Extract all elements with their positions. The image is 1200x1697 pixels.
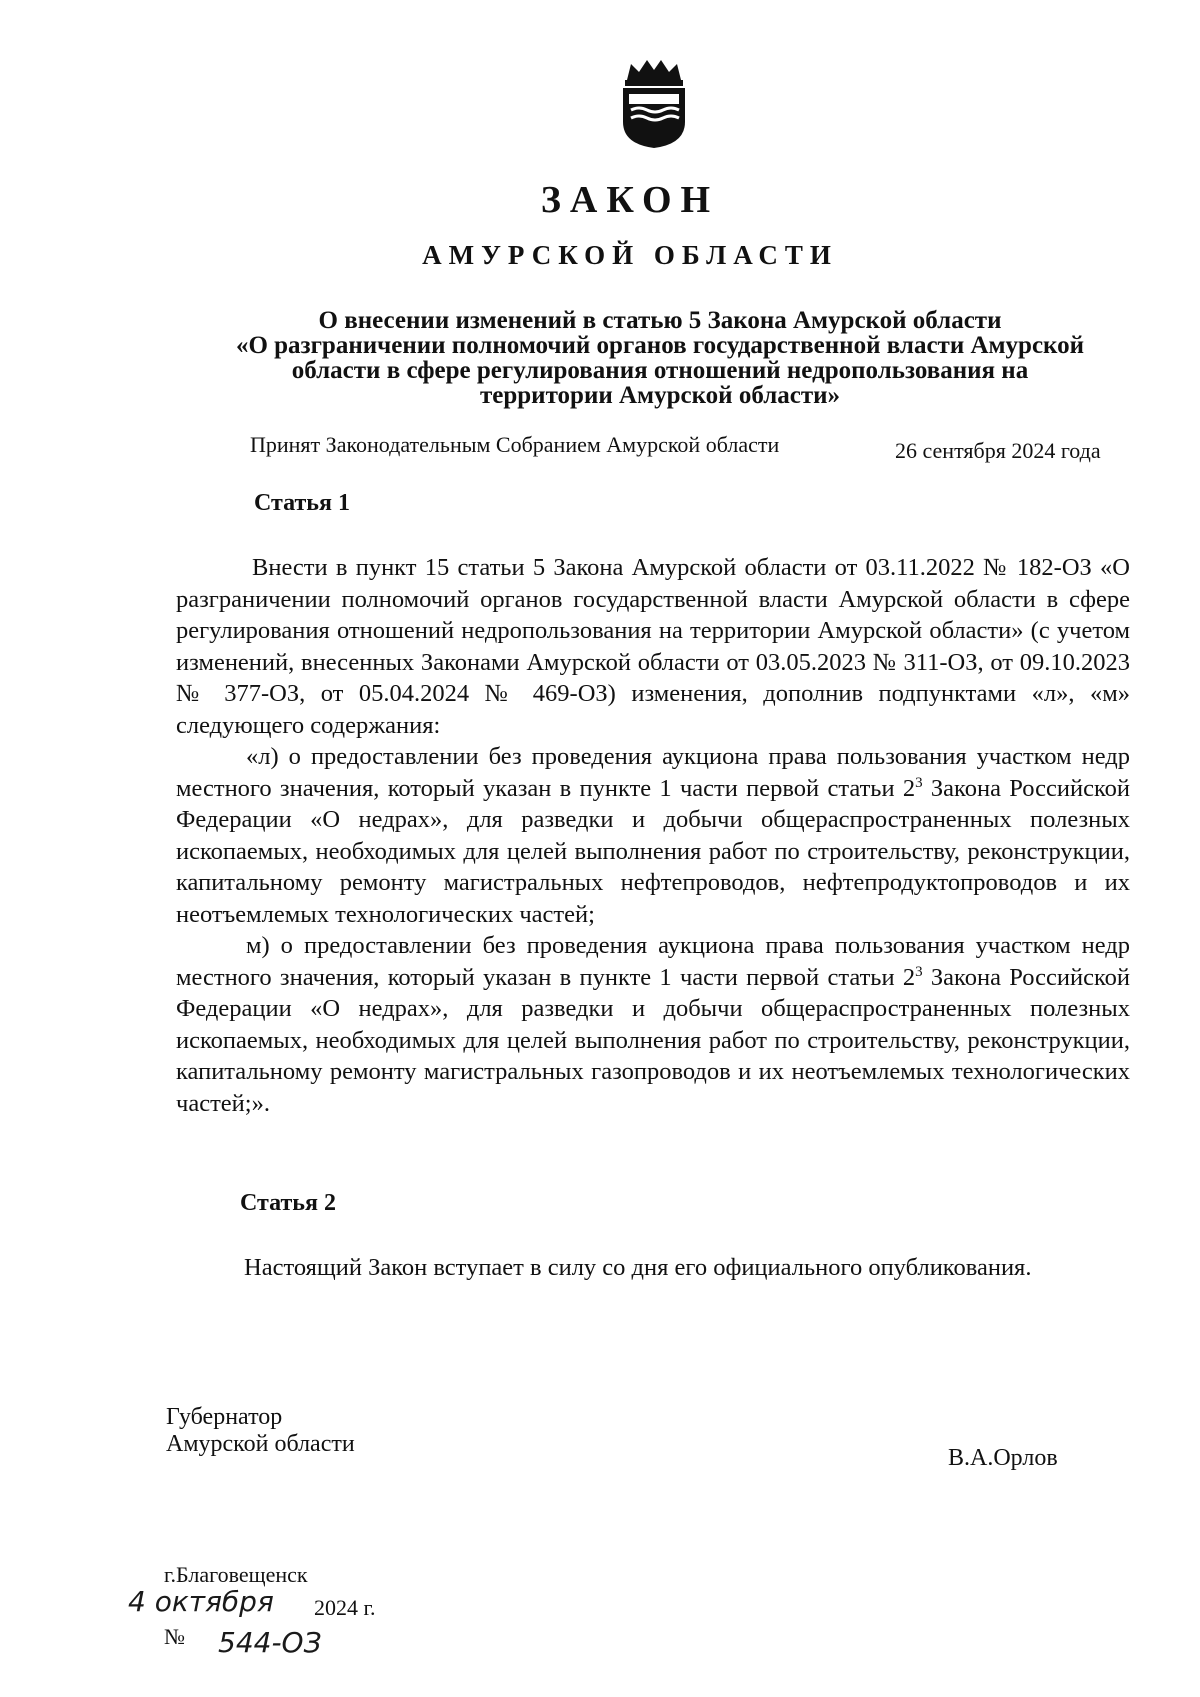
article-1-intro: Внести в пункт 15 статьи 5 Закона Амурской области от 03.11.2022 № 182-ОЗ «О разграничении полномочий органов государственной власти Амурской области в сфере регулирования отношений недропользования на территории Амурской области» (с учетом изменений, внесенных Законами Амурской области от 03.05.2023 № 311-ОЗ, от 09.10.2023 № 377-ОЗ, от 05.04.2024 № 469-ОЗ) изменения, дополнив подпунктами «л», «м» следующего содержания: [176,554,1130,739]
number-label: № [164,1624,185,1649]
heading-line: О внесении изменений в статью 5 Закона Амурской области [318,307,1002,334]
signature-position [166,1404,355,1458]
law-title: ЗАКОН [540,179,720,221]
article-1-title: Статья 1 [254,490,350,516]
year: 2024 г. [314,1595,376,1620]
city: г.Благовещенск [164,1562,308,1587]
article-2-title: Статья 2 [240,1190,336,1216]
handwritten-date: 4 октября [128,1585,274,1618]
item-l: «л) о предоставлении без проведения аукциона права пользования участком недр местного значения, который указан в пункте 1 части первой статьи $2^3$ Закона Российской Федерации «О недрах», для разведки и добычи общераспространенных полезных ископаемых, необходимых для целей выполнения работ по строительству, реконструкции, капитальному ремонту магистральных нефтепроводов, нефтепродуктопроводов и их неотъемлемых технологических частей; [176,743,1130,928]
handwritten-number: 544-ОЗ [218,1626,322,1659]
article-2-text: Настоящий Закон вступает в силу со дня его официального опубликования. [244,1254,1032,1281]
heading-line: «О разграничении полномочий органов государственной власти Амурской [235,332,1085,359]
adoption-text: Принят Законодательным Собранием Амурской области [250,432,780,457]
position-line: Амурской области [166,1431,355,1457]
adoption-date: 26 сентября 2024 года [895,438,1101,463]
item-m: м) о предоставлении без проведения аукциона права пользования участком недр местного значения, который указан в пункте 1 части первой статьи $2^3$ Закона Российской Федерации «О недрах», для разведки и добычи общераспространенных полезных ископаемых, необходимых для целей выполнения работ по строительству, реконструкции, капитальному ремонту магистральных газопроводов и их неотъемлемых технологических частей;». [176,932,1130,1117]
heading-line: области в сфере регулирования отношений недропользования на [291,357,1029,384]
article-1-body [176,552,1130,1119]
law-subtitle: АМУРСКОЙ ОБЛАСТИ [422,240,838,270]
coat-of-arms-icon [617,58,691,150]
article-2-body [168,1252,1122,1284]
position-line: Губернатор [166,1404,283,1430]
heading-line: территории Амурской области» [480,382,840,409]
law-heading [170,308,1150,408]
signature-name: В.А.Орлов [948,1445,1058,1471]
